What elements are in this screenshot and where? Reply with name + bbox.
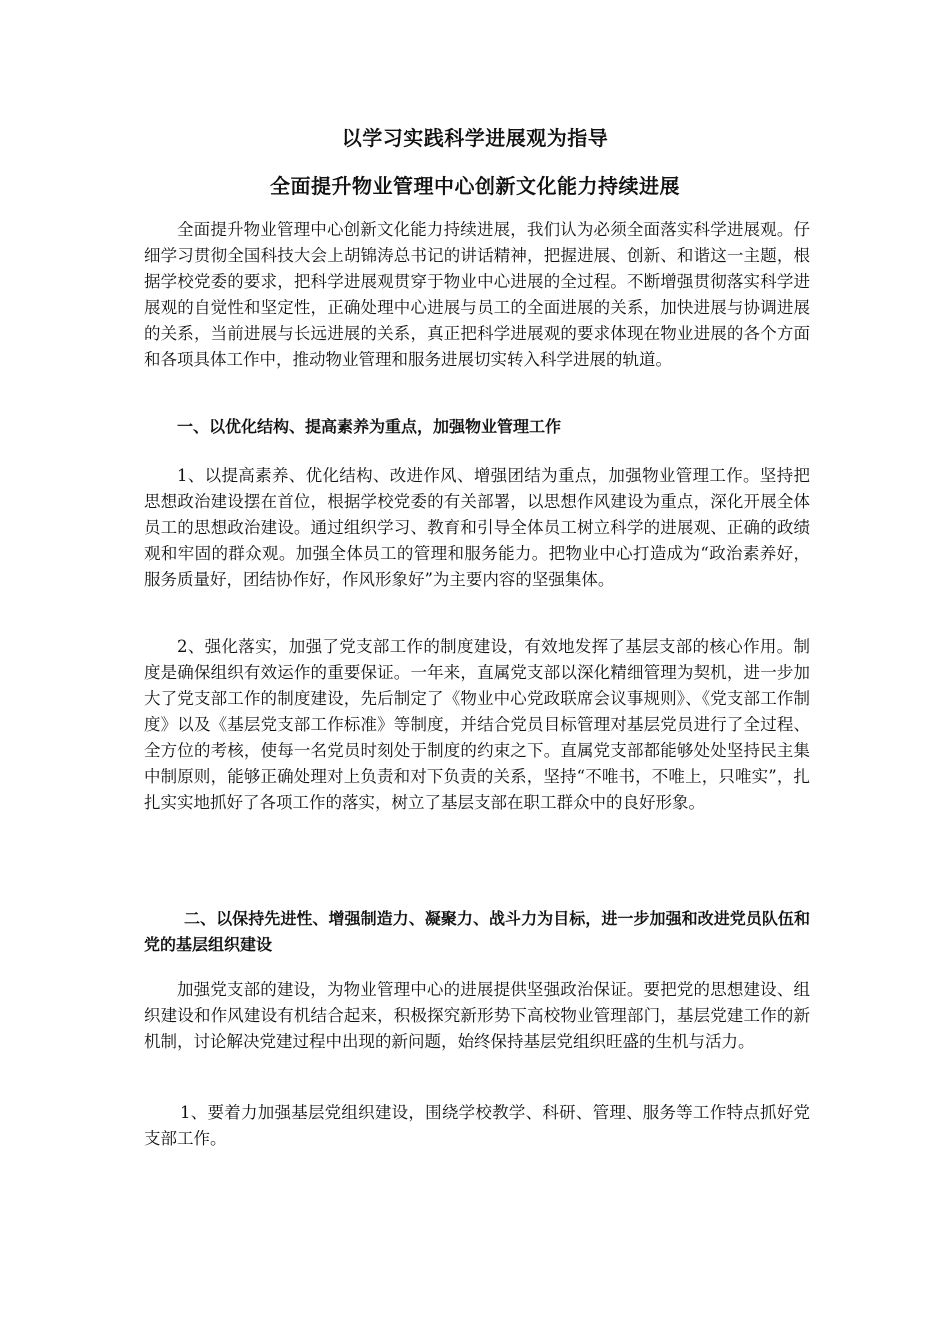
section-2-heading: 二、以保持先进性、增强制造力、凝聚力、战斗力为目标，进一步加强和改进党员队伍和党的基层组织建设 (144, 909, 810, 954)
section-1-item-1-paragraph: 1、以提高素养、优化结构、改进作风、增强团结为重点，加强物业管理工作。坚持把思想政治建设摆在首位，根据学校党委的有关部署，以思想作风建设为重点，深化开展全体员工的思想政治建设。通过组织学习、教育和引导全体员工树立科学的进展观、正确的政绩观和牢固的群众观。加强全体员工的管理和服务能力。把物业中心打造成为“政治素养好，服务质量好，团结协作好，作风形象好”为主要内容的坚强集体。 (144, 466, 810, 589)
document-title-line-1: 以学习实践科学进展观为指导 (341, 126, 609, 150)
section-1-item-2-paragraph: 2、强化落实，加强了党支部工作的制度建设，有效地发挥了基层支部的核心作用。制度是确保组织有效运作的重要保证。一年来，直属党支部以深化精细管理为契机，进一步加大了党支部工作的制度建设，先后制定了《物业中心党政联席会议事规则》、《党支部工作制度》以及《基层党支部工作标准》等制度，并结合党员目标管理对基层党员进行了全过程、全方位的考核，使每一名党员时刻处于制度的约束之下。直属党支部都能够处处坚持民主集中制原则，能够正确处理对上负责和对下负责的关系，坚持“不唯书，不唯上，只唯实”，扎扎实实地抓好了各项工作的落实，树立了基层支部在职工群众中的良好形象。 (144, 637, 810, 812)
intro-paragraph: 全面提升物业管理中心创新文化能力持续进展，我们认为必须全面落实科学进展观。仔细学习贯彻全国科技大会上胡锦涛总书记的讲话精神，把握进展、创新、和谐这一主题，根据学校党委的要求，把科学进展观贯穿于物业中心进展的全过程。不断增强贯彻落实科学进展观的自觉性和坚定性，正确处理中心进展与员工的全面进展的关系，加快进展与协调进展的关系，当前进展与长远进展的关系，真正把科学进展观的要求体现在物业进展的各个方面和各项具体工作中，推动物业管理和服务进展切实转入科学进展的轨道。 (144, 220, 810, 369)
document-title-line-2: 全面提升物业管理中心创新文化能力持续进展 (270, 174, 680, 198)
section-1-heading: 一、以优化结构、提高素养为重点，加强物业管理工作 (177, 417, 562, 436)
section-2-item-1-paragraph: 1、要着力加强基层党组织建设，围绕学校教学、科研、管理、服务等工作特点抓好党支部工作。 (144, 1103, 810, 1148)
section-2-intro-paragraph: 加强党支部的建设，为物业管理中心的进展提供坚强政治保证。要把党的思想建设、组织建设和作风建设有机结合起来，积极探究新形势下高校物业管理部门，基层党建工作的新机制，讨论解决党建过程中出现的新问题，始终保持基层党组织旺盛的生机与活力。 (144, 980, 810, 1051)
